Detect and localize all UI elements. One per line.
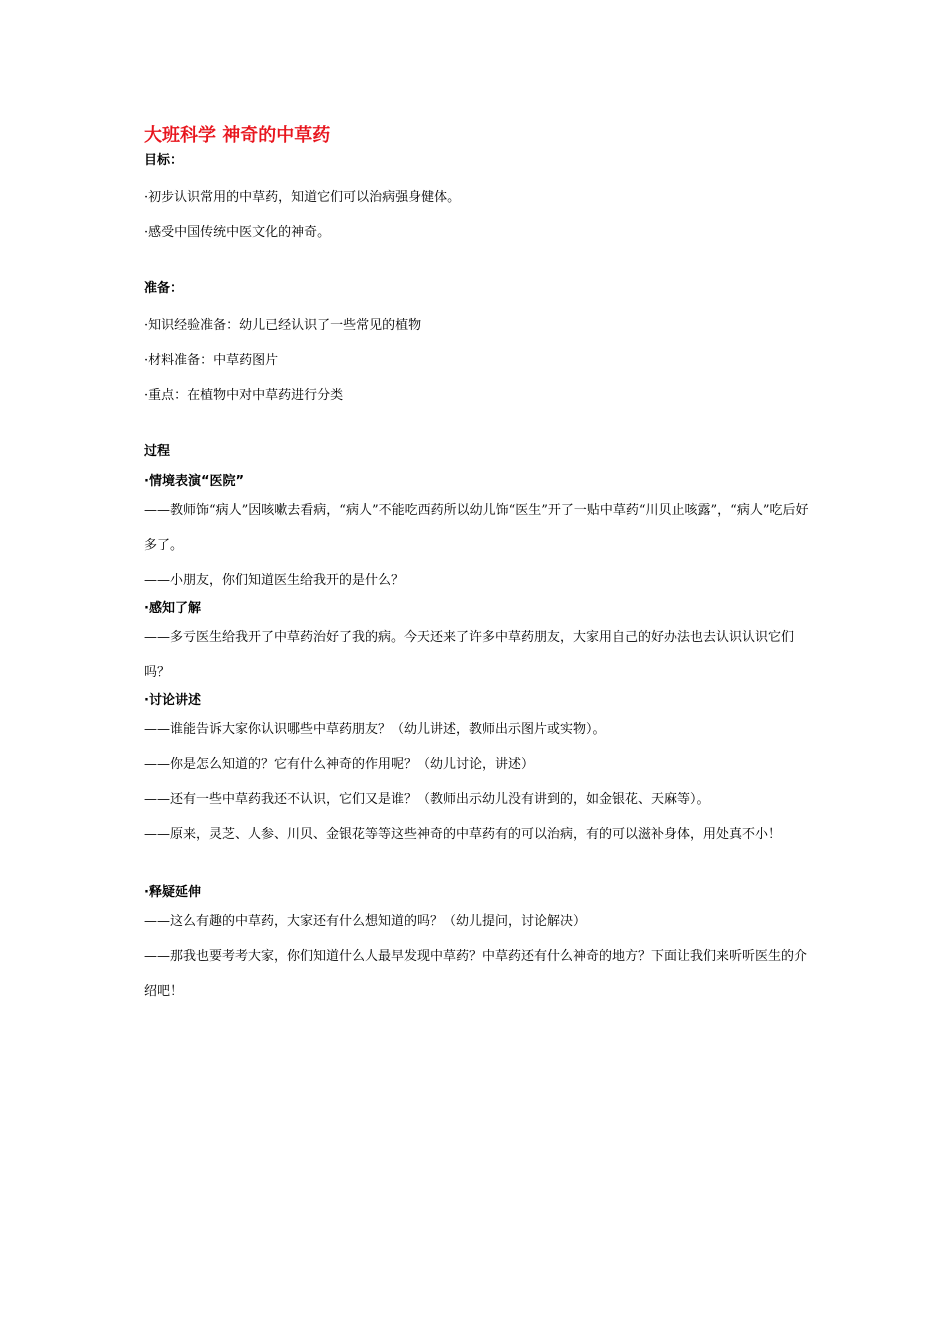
prep-item: ·材料准备：中草药图片 bbox=[144, 353, 279, 368]
section-line: ——原来，灵芝、人参、川贝、金银花等等这些神奇的中草药有的可以治病，有的可以滋补身体，用处真不小！ bbox=[144, 827, 782, 842]
section-line: ——那我也要考考大家，你们知道什么人最早发现中草药？中草药还有什么神奇的地方？下面让我们来听听医生的介绍吧！ bbox=[144, 949, 808, 999]
section-line: ——小朋友，你们知道医生给我开的是什么？ bbox=[144, 573, 405, 588]
section-line: ——谁能告诉大家你认识哪些中草药朋友？（幼儿讲述，教师出示图片或实物）。 bbox=[144, 722, 606, 737]
section-heading-discussion: ·讨论讲述 bbox=[144, 693, 201, 708]
prep-item: ·知识经验准备：幼儿已经认识了一些常见的植物 bbox=[144, 318, 422, 333]
goal-item: ·感受中国传统中医文化的神奇。 bbox=[144, 225, 331, 240]
section-heading-extension: ·释疑延伸 bbox=[144, 885, 201, 900]
prep-item: ·重点：在植物中对中草药进行分类 bbox=[144, 388, 344, 403]
process-heading: 过程 bbox=[144, 444, 171, 459]
section-line: ——多亏医生给我开了中草药治好了我的病。今天还来了许多中草药朋友，大家用自己的好办法也去认识认识它们吗？ bbox=[144, 630, 795, 680]
section-line: ——还有一些中草药我还不认识，它们又是谁？（教师出示幼儿没有讲到的，如金银花、天麻等）。 bbox=[144, 792, 710, 807]
section-heading-scenario: ·情境表演“医院” bbox=[144, 474, 245, 489]
goals-heading: 目标： bbox=[144, 153, 184, 168]
goal-item: ·初步认识常用的中草药，知道它们可以治病强身健体。 bbox=[144, 190, 461, 205]
section-heading-perception: ·感知了解 bbox=[144, 601, 201, 616]
document-title: 大班科学 神奇的中草药 bbox=[144, 125, 331, 146]
section-line: ——你是怎么知道的？它有什么神奇的作用呢？（幼儿讨论，讲述） bbox=[144, 757, 535, 772]
section-line: ——教师饰“病人”因咳嗽去看病，“病人”不能吃西药所以幼儿饰“医生”开了一贴中草药“川贝止咳露”，“病人”吃后好多了。 bbox=[144, 503, 809, 553]
section-line: ——这么有趣的中草药，大家还有什么想知道的吗？（幼儿提问，讨论解决） bbox=[144, 914, 587, 929]
document-page bbox=[144, 122, 814, 1009]
prep-heading: 准备： bbox=[144, 281, 184, 296]
